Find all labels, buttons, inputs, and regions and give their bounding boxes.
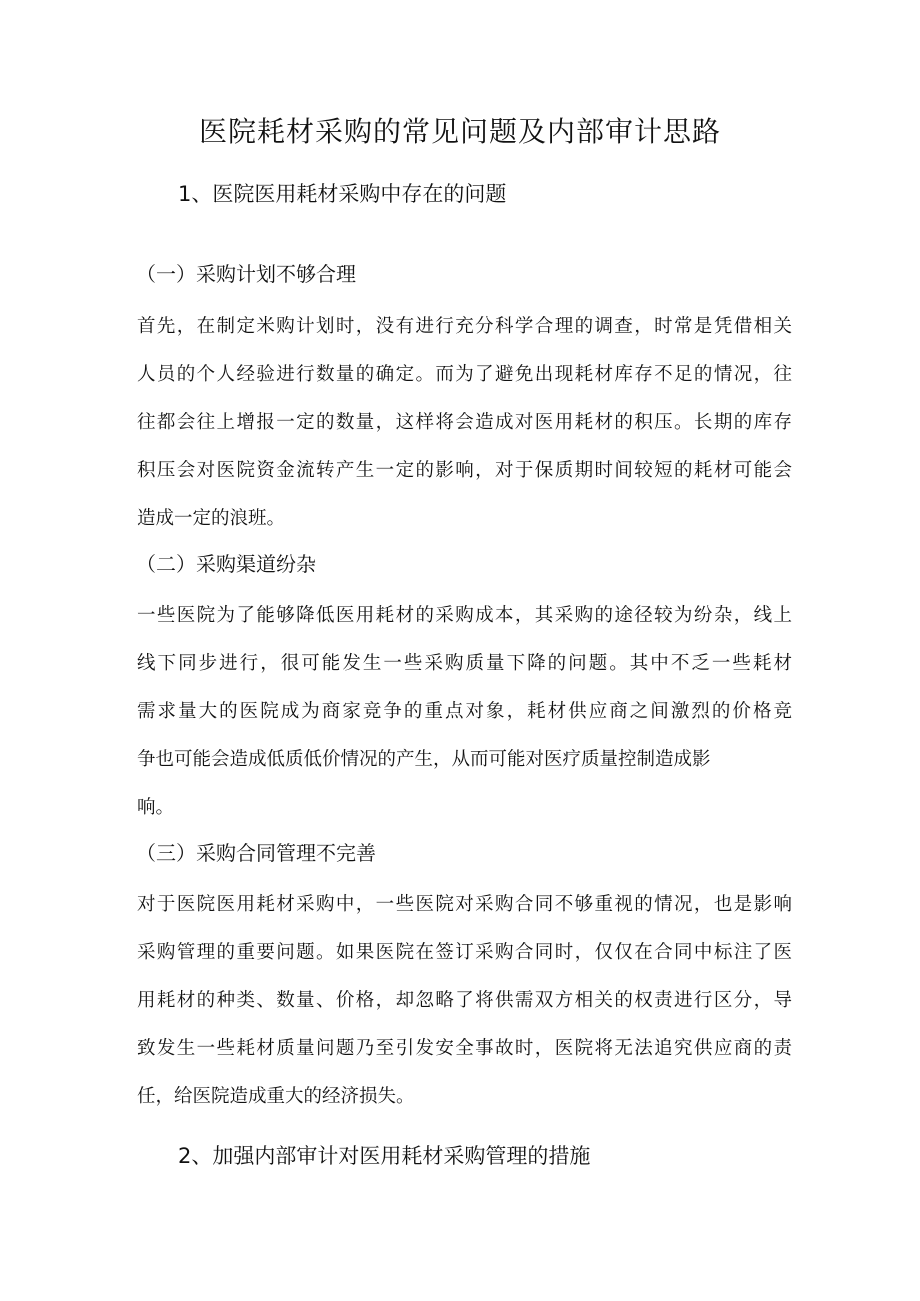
- paragraph-line: 争也可能会造成低质低价情况的产生，从而可能对医疗质量控制造成影: [137, 749, 711, 770]
- paragraph-line: 需求量大的医院成为商家竞争的重点对象，耗材供应商之间激烈的价格竞: [137, 701, 792, 722]
- section-2-heading: 2、加强内部审计对医用耗材采购管理的措施: [178, 1144, 591, 1168]
- subsection-1-paragraph: [137, 303, 792, 543]
- subsection-2-paragraph: [137, 592, 792, 832]
- paragraph-line: 对于医院医用耗材采购中，一些医院对采购合同不够重视的情况，也是影响: [137, 894, 792, 915]
- paragraph-line: 采购管理的重要问题。如果医院在签订采购合同时，仅仅在合同中标注了医: [137, 942, 792, 963]
- paragraph-line: 用耗材的种类、数量、价格，却忽略了将供需双方相关的权责进行区分，导: [137, 990, 792, 1011]
- paragraph-line: 造成一定的浪班。: [137, 508, 286, 529]
- paragraph-line: 首先，在制定米购计划时，没有进行充分科学合理的调查，时常是凭借相关: [137, 316, 792, 337]
- subsection-1-heading: （一）采购计划不够合理: [136, 262, 356, 286]
- paragraph-line: 一些医院为了能够降低医用耗材的采购成本，其采购的途径较为纷杂，线上: [137, 605, 792, 626]
- paragraph-line: 任，给医院造成重大的经济损失。: [137, 1086, 415, 1107]
- section-1-heading: 1、医院医用耗材采购中存在的问题: [178, 182, 507, 206]
- document-title: 医院耗材采购的常见问题及内部审计思路: [198, 115, 721, 148]
- paragraph-line: 致发生一些耗材质量问题乃至引发安全事故时，医院将无法追究供应商的责: [137, 1038, 792, 1059]
- paragraph-line: 线下同步进行，很可能发生一些采购质量下降的问题。其中不乏一些耗材: [137, 653, 792, 674]
- subsection-3-paragraph: [137, 881, 792, 1121]
- subsection-3-heading: （三）采购合同管理不完善: [136, 841, 376, 865]
- subsection-2-heading: （二）采购渠道纷杂: [136, 552, 316, 576]
- paragraph-line: 积压会对医院资金流转产生一定的影响，对于保质期时间较短的耗材可能会: [137, 460, 792, 481]
- paragraph-line: 人员的个人经验进行数量的确定。而为了避免出现耗材库存不足的情况，往: [137, 364, 792, 385]
- paragraph-line: 往都会往上增报一定的数量，这样将会造成对医用耗材的积压。长期的库存: [137, 412, 792, 433]
- paragraph-line: 响。: [137, 797, 175, 818]
